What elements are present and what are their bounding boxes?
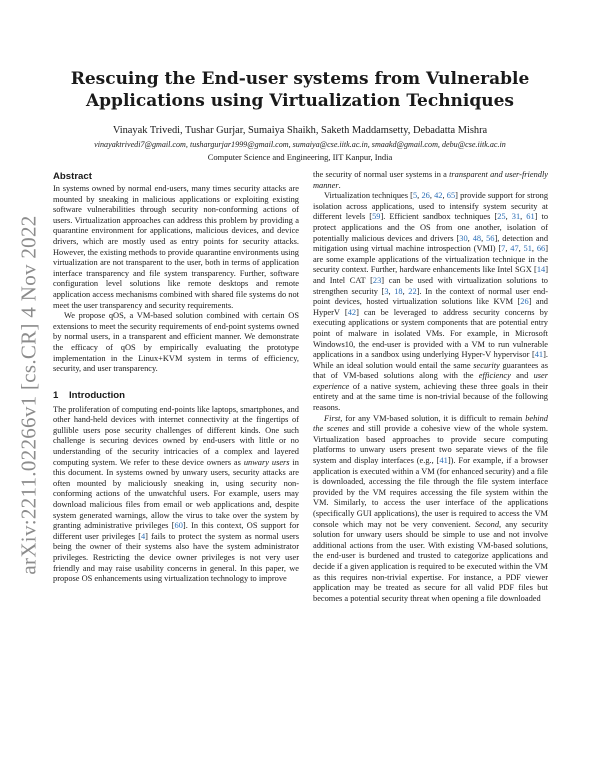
citation-link[interactable]: 25 (497, 212, 506, 222)
citation-link[interactable]: 61 (526, 212, 535, 222)
citation-link[interactable]: 3 (384, 286, 389, 296)
citation-link[interactable]: 42 (434, 191, 443, 201)
citation-link[interactable]: 14 (536, 265, 546, 275)
citation-link[interactable]: 51 (523, 244, 532, 254)
title-line-2: Applications using Virtualization Techniques (85, 91, 515, 111)
section-number: 1 (53, 389, 59, 401)
citation-link[interactable]: 47 (510, 244, 519, 254)
arxiv-identifier: arXiv:2211.02266v1 [cs.CR] 4 Nov 2022 (16, 215, 41, 575)
citation-link[interactable]: 41 (534, 350, 544, 360)
citation-link[interactable]: 5 (412, 191, 418, 201)
citation-link[interactable]: 26 (520, 297, 529, 307)
affiliation: Computer Science and Engineering, IIT Kanpur, India (207, 152, 393, 162)
citation-link[interactable]: 31 (511, 212, 521, 222)
citation-link[interactable]: 41 (439, 456, 448, 466)
author-emails: vinayaktrivedi7@gmail.com, tushargurjar1999@gmail.com, sumaiya@cse.iitk.ac.in, smaakd@gmail.com, debu@cse.iitk.ac.in (94, 140, 506, 149)
continued-paragraph: the security of normal user systems in a transparent and user-friendly manner. (313, 170, 548, 190)
abstract-paragraph-2: We propose qOS, a VM-based solution combined with certain OS extensions to meet the security requirements of end-point systems owned by normal users, in a transparent and efficient manner. We demonstrate the efficacy of qOS by empirically evaluating the prototype implementation in the Linux+KVM system in terms of efficiency, security, and user transparency. (53, 311, 299, 374)
citation-link[interactable]: 60 (174, 521, 183, 531)
citation-link[interactable]: 22 (408, 286, 417, 296)
citation-link[interactable]: 26 (421, 191, 430, 201)
citation-link[interactable]: 23 (372, 275, 382, 285)
citation-link[interactable]: 56 (486, 233, 495, 243)
citation-link[interactable]: 4 (140, 531, 146, 541)
citation-link[interactable]: 7 (501, 244, 506, 254)
first-second-paragraph: First, for any VM-based solution, it is difficult to remain behind the scenes and still provide a cohesive view of the whole system. Virtualization based approaches to provide secure computing platforms to unwary users present two separate views of the file system and display interfaces (e.g., [41]). For example, if a browser application is executed within a VM (for enhanced security) and a file is downloaded, accessing the file through the file system interface provided by the VM requires accessing the file system within the VM. Similarly, to access the user interface of the applications (specifically GUI applications), the user is required to access the VM console which may not be very convenient. Second, any security solution for unwary users should be simple to use and not involve additional actions from the user. With existing VM-based solutions, the end-user is burdened and trusted to categorize applications and decide if a given application is required to be executed within the VM as this requires non-trivial expertise. For instance, a PDF viewer application may be treated as secure for all valid PDF files but becomes a potential security threat when opening a file downloaded (313, 413, 549, 603)
citation-link[interactable]: 42 (347, 307, 357, 317)
arxiv-sidebar-stamp (10, 210, 48, 580)
introduction-paragraph: The proliferation of computing end-points like laptops, smartphones, and other hand-held devices with internet connectivity at the fingertips of gullible users pose security challenges of different kinds. One such challenge is securing devices owned by end-users with little or no understanding of the security intricacies of a complex and layered computing system. We refer to these device owners as unwary users in this document. In systems owned by unwary users, security attacks are often mounted by maliciously sneaking in, using security non-conforming actions of the unwatchful users. For example, users may download malicious files from email or web applications and, despite system generated warnings, allow the virus to take over the system by granting administrative privileges [60]. In this context, OS support for different user privileges [4] fails to protect the system as normal users being the owner of their systems also have the system administrator privileges. Restricting the device owner privileges is not very user friendly and may raise usability concerns in general. In this paper, we propose OS enhancements using virtualization technology to improve (53, 404, 299, 584)
abstract-heading: Abstract (53, 171, 92, 182)
citation-link[interactable]: 66 (536, 244, 546, 254)
title-line-1: Rescuing the End-user systems from Vulnerable (70, 69, 530, 89)
citation-link[interactable]: 30 (459, 233, 468, 243)
section-title: Introduction (69, 389, 125, 401)
abstract-paragraph-1: In systems owned by normal end-users, many times security attacks are mounted by sneaking in malicious applications or exploiting existing software vulnerabilities through security non-conforming actions of users. Virtualization approaches can address this problem by providing a quarantine environment for applications, malicious devices, and device drivers, which are mostly used as entry points for security attacks. However, the existing methods to provide quarantine environments using virtualization are not transparent to the user, both in terms of application interface transparency and file system transparency. Further, software configuration level solutions like remote desktops and remote application access mechanisms combined with shared file systems do not meet the user transparency and security requirements. (53, 184, 299, 310)
virtualization-paragraph: Virtualization techniques [5, 26, 42, 65] provide support for strong isolation across applications, used to intensify system security at different levels [59]. Efficient sandbox techniques [25, 31, 61] to protect applications and the OS from one another, isolation of potentially malicious devices and drivers [30, 48, 56], detection and mitigation using virtual machine introspection (VMI) [7, 47, 51, 66] are some example applications of the virtualization technique in the security context. Further, hardware enhancements like Intel SGX [14] and Intel CAT [23] can be used with virtualization solutions to strengthen security [3, 18, 22]. In the context of normal user end-point devices, hosted virtualization solutions like KVM [26] and HyperV [42] can be leveraged to address security concerns by executing applications or system components that are potential entry point of malware in isolated VMs. For example, in Microsoft Windows10, the end-user is provided with a VM to run vulnerable applications in a sandbox using underlying Hyper-V hypervisor [41]. While an ideal solution would entail the same security guarantees as that of VM-based solutions along with the efficiency and user experience of a native system, achieving these three goals in their entirety and at the same time is non-trivial because of the following reasons. (313, 191, 549, 413)
left-column (53, 170, 299, 585)
citation-link[interactable]: 18 (394, 286, 403, 296)
paper-title (50, 68, 550, 112)
introduction-heading (53, 389, 299, 402)
citation-link[interactable]: 59 (372, 212, 381, 222)
author-list: Vinayak Trivedi, Tushar Gurjar, Sumaiya Shaikh, Saketh Maddamsetty, Debadatta Mishra (112, 125, 488, 136)
citation-link[interactable]: 48 (472, 233, 482, 243)
citation-link[interactable]: 65 (446, 191, 456, 201)
right-column (313, 170, 548, 604)
